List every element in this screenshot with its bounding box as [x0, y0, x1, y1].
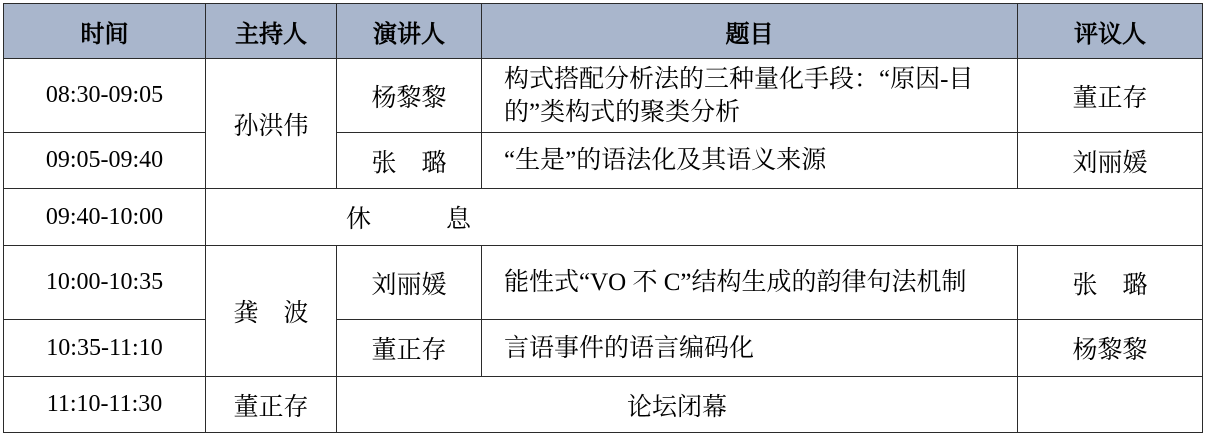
- host-cell: 龚 波: [206, 246, 337, 377]
- topic-cell: 构式搭配分析法的三种量化手段：“原因-目的”类构式的聚类分析: [482, 59, 1018, 133]
- table-row: [4, 59, 1203, 133]
- host-cell: 董正存: [206, 377, 337, 433]
- topic-cell: “生是”的语法化及其语义来源: [482, 133, 1018, 189]
- speaker-cell: 董正存: [337, 320, 482, 377]
- header-host: 主持人: [206, 4, 337, 59]
- topic-cell: 言语事件的语言编码化: [482, 320, 1018, 377]
- speaker-cell: 张 璐: [337, 133, 482, 189]
- reviewer-cell: 张 璐: [1018, 246, 1203, 320]
- table-row: [4, 377, 1203, 433]
- time-cell: 08:30-09:05: [4, 59, 206, 133]
- table-row: [4, 189, 1203, 246]
- reviewer-cell: [1018, 377, 1203, 433]
- time-cell: 10:35-11:10: [4, 320, 206, 377]
- speaker-cell: 刘丽媛: [337, 246, 482, 320]
- table-row: [4, 320, 1203, 377]
- header-row: [4, 4, 1203, 59]
- header-topic: 题目: [482, 4, 1018, 59]
- header-reviewer: 评议人: [1018, 4, 1203, 59]
- time-cell: 11:10-11:30: [4, 377, 206, 433]
- time-cell: 09:40-10:00: [4, 189, 206, 246]
- header-time: 时间: [4, 4, 206, 59]
- speaker-cell: 杨黎黎: [337, 59, 482, 133]
- reviewer-cell: 刘丽媛: [1018, 133, 1203, 189]
- schedule-table: [3, 3, 1203, 433]
- header-speaker: 演讲人: [337, 4, 482, 59]
- break-cell: 休 息: [206, 189, 1203, 246]
- table-row: [4, 246, 1203, 320]
- reviewer-cell: 杨黎黎: [1018, 320, 1203, 377]
- closing-cell: 论坛闭幕: [337, 377, 1018, 433]
- time-cell: 10:00-10:35: [4, 246, 206, 320]
- table-row: [4, 133, 1203, 189]
- topic-cell: 能性式“VO 不 C”结构生成的韵律句法机制: [482, 246, 1018, 320]
- time-cell: 09:05-09:40: [4, 133, 206, 189]
- reviewer-cell: 董正存: [1018, 59, 1203, 133]
- host-cell: 孙洪伟: [206, 59, 337, 189]
